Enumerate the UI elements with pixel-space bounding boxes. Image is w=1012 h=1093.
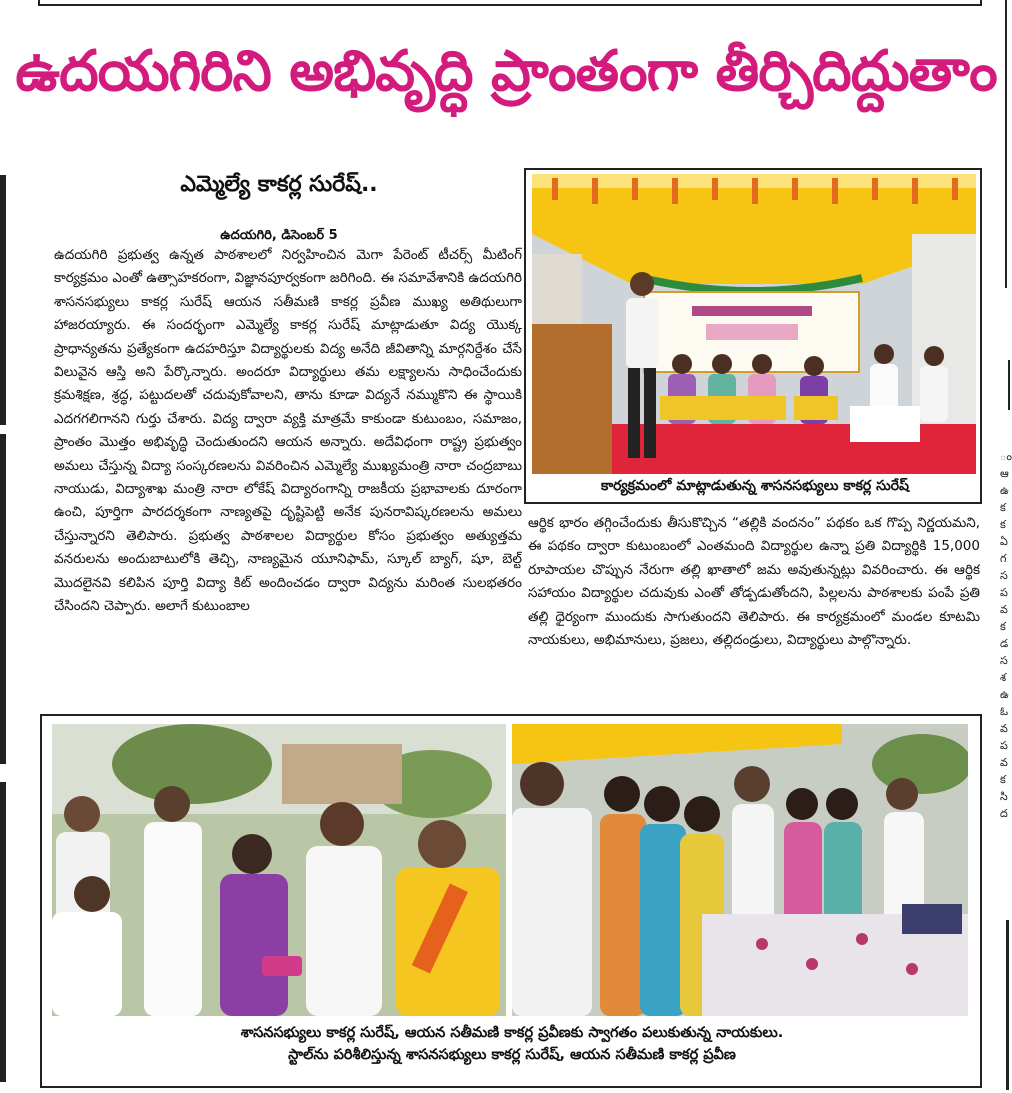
stage-scene-illustration — [532, 174, 976, 474]
bottom-left-photo-welcome — [52, 724, 506, 1016]
dateline: ఉదయగిరి, డిసెంబర్ 5 — [220, 228, 338, 243]
bottom-right-photo-stall-visit — [512, 724, 968, 1016]
article-body-column-2: ఆర్థిక భారం తగ్గించేందుకు తీసుకొచ్చిన “తల్లికి వందనం” పథకం ఒక గొప్ప నిర్ణయమని, ఈ పథకం ద్వారా కుటుంబంలో ఎంతమంది విద్యార్థుల ఉన్నా ప్రతి విద్యార్థికి 15,000 రూపాయల చొప్పున నేరుగా తల్లి ఖాతాలో జమ అవుతున్నట్లు వివరించారు. ఈ ఆర్థిక సహాయం విద్యార్థుల చదువుకు ఎంతో తోడ్పడుతోందని, పిల్లలను పాఠశాలకు పంపే ప్రతి తల్లి ధైర్యంగా ముందుకు సాగుతుందని తెలిపారు. ఈ కార్యక్రమంలో మండల కూటమి నాయకులు, అభిమానులు, ప్రజలు, తల్లిదండ్రులు, విద్యార్థులు పాల్గొన్నారు. — [528, 515, 980, 649]
bottom-caption-line-2: స్టాల్‌ను పరిశీలిస్తున్న శాసనసభ్యులు కాకర్ల సురేష్, ఆయన సతీమణి కాకర్ల ప్రవీణ — [288, 1047, 736, 1063]
right-column-rule-3 — [1006, 920, 1009, 1090]
left-column-rule-1 — [0, 175, 6, 425]
article-body-column-1: ఉదయగిరి ప్రభుత్వ ఉన్నత పాఠశాలలో నిర్వహించిన మెగా పేరెంట్ టీచర్స్ మీటింగ్ కార్యక్రమం ఎంతో ఉత్సాహకరంగా, విజ్ఞానపూర్వకంగా జరిగింది. ఈ సమావేశానికి ఉదయగిరి శాసనసభ్యులు కాకర్ల సురేష్ ఆయన సతీమణి కాకర్ల ప్రవీణ ముఖ్య అతిథులుగా హాజరయ్యారు. ఈ సందర్భంగా ఎమ్మెల్యే కాకర్ల సురేష్ మాట్లాడుతూ విద్య యొక్క ప్రాధాన్యతను ప్రత్యేకంగా ఉదహరిస్తూ విద్యార్థులకు విద్య అనేది జీవితాన్ని మార్గనిర్దేశం చేసే విలువైన ఆస్తి అని పేర్కొన్నారు. అందరూ విద్యార్థులు తమ లక్ష్యాలను సాధించేందుకు క్రమశిక్షణ, శ్రద్ధ, పట్టుదలతో చదువుకోవాలని, తాను కూడా విద్యనే నమ్ముకొని ఈ స్థాయికి ఎదగగలిగానని గుర్తు చేశారు. విద్య ద్వారా వ్యక్తి మాత్రమే కాకుండా కుటుంబం, సమాజం, ప్రాంతం మొత్తం అభివృద్ధి చెందుతుందని ఆయన అన్నారు. అదేవిధంగా రాష్ట్ర ప్రభుత్వం అమలు చేస్తున్న విద్యా సంస్కరణలను వివరించిన ఎమ్మెల్యే ముఖ్యమంత్రి నారా చంద్రబాబు నాయుడు, విద్యాశాఖ మంత్రి నారా లోకేష్ విద్యారంగాన్ని రాజకీయ ప్రభావాలకు దూరంగా ఉంచి, పూర్తిగా పారదర్శకంగా నాణ్యతపై దృష్టిపెట్టి అనేక పునరావిష్కరణలను అమలు చేస్తున్నారని తెలిపారు. ప్రభుత్వ పాఠశాలల విద్యార్థుల కోసం ప్రభుత్వం అత్యుత్తమ వనరులను అందుబాటులోకి తెచ్చి, నాణ్యమైన యూనిఫామ్, స్కూల్ బ్యాగ్, షూ, బెల్ట్ మొదలైనవి కలిపిన పూర్తి విద్యా కిట్ అందించడం ద్వారా విద్యను మరింత సులభతరం చేసిందని చెప్పారు. అలాగే కుటుంబాల — [54, 247, 522, 615]
byline: ఎమ్మెల్యే కాకర్ల సురేష్.. — [180, 172, 378, 197]
top-photo-mla-speaking — [532, 174, 976, 474]
bottom-caption-line-1: శాసనసభ్యులు కాకర్ల సురేష్, ఆయన సతీమణి కాకర్ల ప్రవీణకు స్వాగతం పలుకుతున్న నాయకులు. — [240, 1025, 784, 1041]
neighbor-article-fragment: ం ఆ ఉ క క ఏ గ స ప వ క డ స శ ఉ ఓ వ ప వ క సి ద — [1000, 450, 1012, 820]
stall-scene-illustration — [512, 724, 968, 1016]
headline: ఉదయగిరిని అభివృద్ధి ప్రాంతంగా తీర్చిదిద్దుతాం — [15, 39, 997, 104]
top-header-frame — [38, 0, 982, 6]
bottom-photos-caption — [46, 1022, 978, 1078]
welcome-scene-illustration — [52, 724, 506, 1016]
top-photo-caption: కార్యక్రమంలో మాట్లాడుతున్న శాసనసభ్యులు కాకర్ల సురేష్ — [536, 474, 974, 498]
right-column-rule-2 — [1008, 360, 1010, 410]
left-column-rule-2 — [0, 434, 6, 764]
left-column-rule-3 — [0, 782, 6, 1082]
